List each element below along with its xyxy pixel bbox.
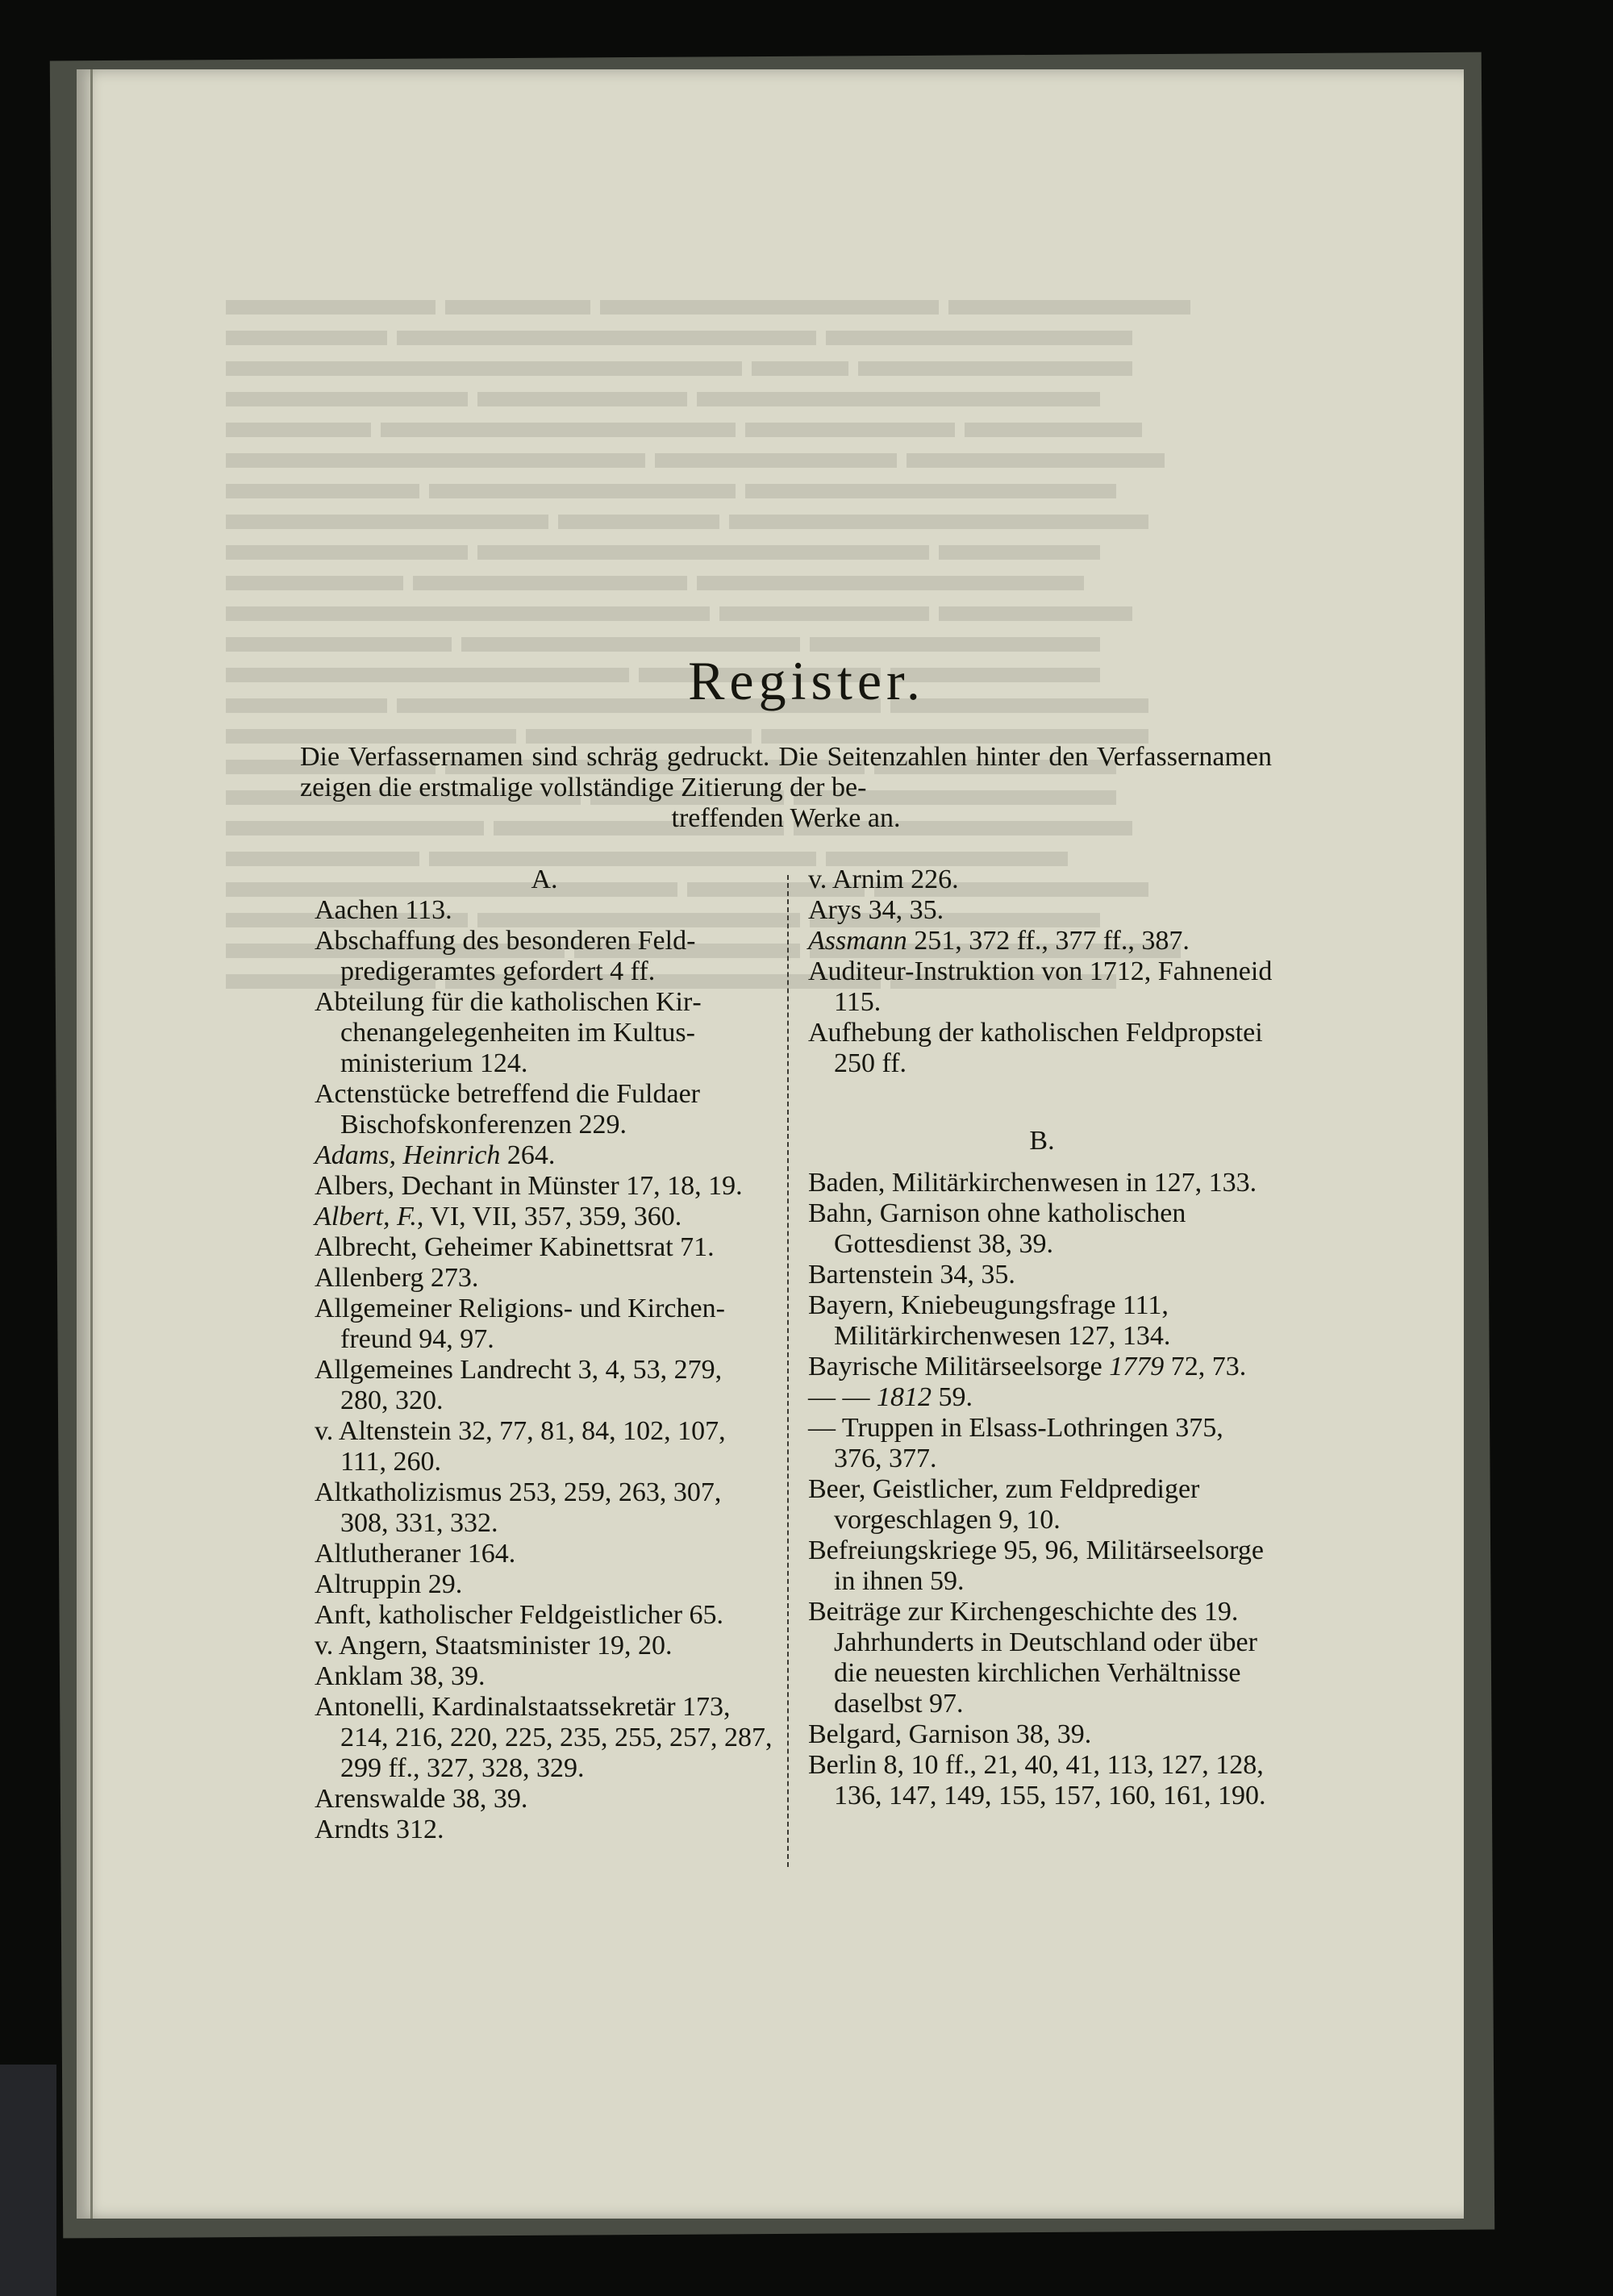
entry-text: Abteilung für die katholischen Kirchenangelegenheiten im Kultusministerium 124. [315, 987, 702, 1078]
register-entry [315, 1079, 774, 1140]
register-entry [808, 1536, 1276, 1597]
intro-text-last-line: treffenden Werke an. [671, 803, 901, 833]
entry-text: Anft, katholischer Feldgeistlicher 65. [315, 1600, 724, 1630]
register-entry [315, 1416, 774, 1477]
entry-year: 1779 [1109, 1352, 1165, 1381]
entry-text: Bayrische Militärseelsorge [808, 1352, 1110, 1381]
entry-text: Altlutheraner 164. [315, 1539, 516, 1569]
register-entry [315, 1477, 774, 1539]
entry-text: Arys 34, 35. [808, 895, 944, 925]
intro-text: Die Verfassernamen sind schräg gedruckt. Die Seitenzahlen hinter den Verfassernamen zeigen die erstmalige vollständige Zitierung der be- [300, 742, 1272, 802]
register-entry [808, 895, 1276, 926]
section-letter-a: A. [531, 865, 558, 894]
register-entry [315, 1171, 774, 1202]
register-entry [315, 987, 774, 1079]
register-entry [808, 1198, 1276, 1260]
register-entry [315, 1692, 774, 1784]
register-entry [315, 1355, 774, 1416]
register-entry [808, 1382, 1276, 1413]
entry-text: , VI, VII, 357, 359, 360. [416, 1202, 682, 1231]
entry-text: Berlin 8, 10 ff., 21, 40, 41, 113, 127, 128, 136, 147, 149, 155, 157, 160, 161, 190. [808, 1750, 1266, 1811]
register-entry [315, 1140, 774, 1171]
entry-text: Allenberg 273. [315, 1263, 479, 1293]
register-entry [315, 1815, 774, 1845]
register-entry [808, 1474, 1276, 1536]
entry-text: 264. [500, 1140, 556, 1170]
entry-pages: 59. [932, 1382, 973, 1412]
column-divider [787, 875, 789, 1867]
page-title: Register. [688, 650, 925, 711]
entry-list-b [808, 1168, 1276, 1811]
entry-text: Bahn, Garnison ohne katholischen Gottesdienst 38, 39. [808, 1198, 1186, 1259]
book-cover-corner [0, 2065, 56, 2296]
entry-text: Allgemeiner Religions- und Kirchenfreund 94, 97. [315, 1294, 725, 1354]
entry-text: Befreiungskriege 95, 96, Militärseelsorge in ihnen 59. [808, 1536, 1264, 1596]
register-column-right [808, 865, 1276, 1811]
entry-text: Antonelli, Kardinalstaatssekretär 173, 214, 216, 220, 225, 235, 255, 257, 287, 299 ff., 327, 328, 329. [315, 1692, 773, 1783]
entry-year: 1812 [877, 1382, 932, 1412]
register-entry [808, 1260, 1276, 1290]
register-entry [808, 956, 1276, 1018]
register-entry [808, 1168, 1276, 1198]
entry-text: Aachen 113. [315, 895, 452, 925]
register-entry [315, 895, 774, 926]
entry-text: Arndts 312. [315, 1815, 444, 1844]
register-entry [315, 926, 774, 987]
entry-text: Abschaffung des besonderen Feldpredigeramtes gefordert 4 ff. [315, 926, 696, 986]
register-entry [315, 1539, 774, 1569]
entry-text: Actenstücke betreffend die Fuldaer Bischofskonferenzen 229. [315, 1079, 701, 1140]
register-entry [315, 1784, 774, 1815]
entry-text: Altkatholizismus 253, 259, 263, 307, 308, 331, 332. [315, 1477, 722, 1538]
register-column-left [315, 865, 774, 1845]
register-entry [808, 865, 1276, 895]
register-entry [808, 1719, 1276, 1750]
register-entry [315, 1661, 774, 1692]
register-entry [808, 1750, 1276, 1811]
entry-text: Albrecht, Geheimer Kabinettsrat 71. [315, 1232, 715, 1262]
register-entry [315, 1232, 774, 1263]
entry-list-a-continued [808, 865, 1276, 1079]
author-name: Albert, F. [315, 1202, 417, 1231]
entry-text: Altruppin 29. [315, 1569, 463, 1599]
register-entry [315, 1202, 774, 1232]
register-entry [315, 1631, 774, 1661]
register-entry [808, 1352, 1276, 1382]
entry-text: Albers, Dechant in Münster 17, 18, 19. [315, 1171, 743, 1201]
register-entry [808, 1018, 1276, 1079]
entry-text: Bartenstein 34, 35. [808, 1260, 1015, 1290]
entry-pages: 72, 73. [1164, 1352, 1247, 1381]
entry-text: Anklam 38, 39. [315, 1661, 486, 1691]
author-name: Adams, Heinrich [315, 1140, 501, 1170]
entry-text: — — [808, 1382, 877, 1412]
register-entry [315, 1569, 774, 1600]
binding-gutter [90, 69, 93, 2219]
entry-text: Aufhebung der katholischen Feldpropstei 250 ff. [808, 1018, 1263, 1078]
entry-text: v. Angern, Staatsminister 19, 20. [315, 1631, 673, 1661]
entry-text: Arenswalde 38, 39. [315, 1784, 528, 1814]
entry-text: Beer, Geistlicher, zum Feldprediger vorgeschlagen 9, 10. [808, 1474, 1200, 1535]
intro-paragraph [300, 742, 1272, 834]
entry-text: Belgard, Garnison 38, 39. [808, 1719, 1092, 1749]
register-entry [808, 1290, 1276, 1352]
entry-text: Baden, Militärkirchenwesen in 127, 133. [808, 1168, 1257, 1198]
entry-text: Bayern, Kniebeugungsfrage 111, Militärkirchenwesen 127, 134. [808, 1290, 1171, 1351]
section-letter-b: B. [1029, 1126, 1055, 1156]
entry-text: Allgemeines Landrecht 3, 4, 53, 279, 280, 320. [315, 1355, 723, 1415]
entry-text: — Truppen in Elsass-Lothringen 375, 376, 377. [808, 1413, 1223, 1473]
entry-text: v. Arnim 226. [808, 865, 959, 894]
register-entry [808, 1597, 1276, 1719]
register-entry [808, 926, 1276, 956]
entry-text: v. Altenstein 32, 77, 81, 84, 102, 107, 111, 260. [315, 1416, 726, 1477]
entry-text: 251, 372 ff., 377 ff., 387. [907, 926, 1190, 956]
register-entry [315, 1600, 774, 1631]
register-entry [315, 1294, 774, 1355]
author-name: Assmann [808, 926, 907, 956]
entry-text: Auditeur-Instruktion von 1712, Fahneneid 115. [808, 956, 1273, 1017]
entry-list-a [315, 895, 774, 1845]
entry-text: Beiträge zur Kirchengeschichte des 19. Jahrhunderts in Deutschland oder über die neuesten kirchlichen Verhältnisse daselbst 97. [808, 1597, 1257, 1719]
register-entry [808, 1413, 1276, 1474]
register-entry [315, 1263, 774, 1294]
